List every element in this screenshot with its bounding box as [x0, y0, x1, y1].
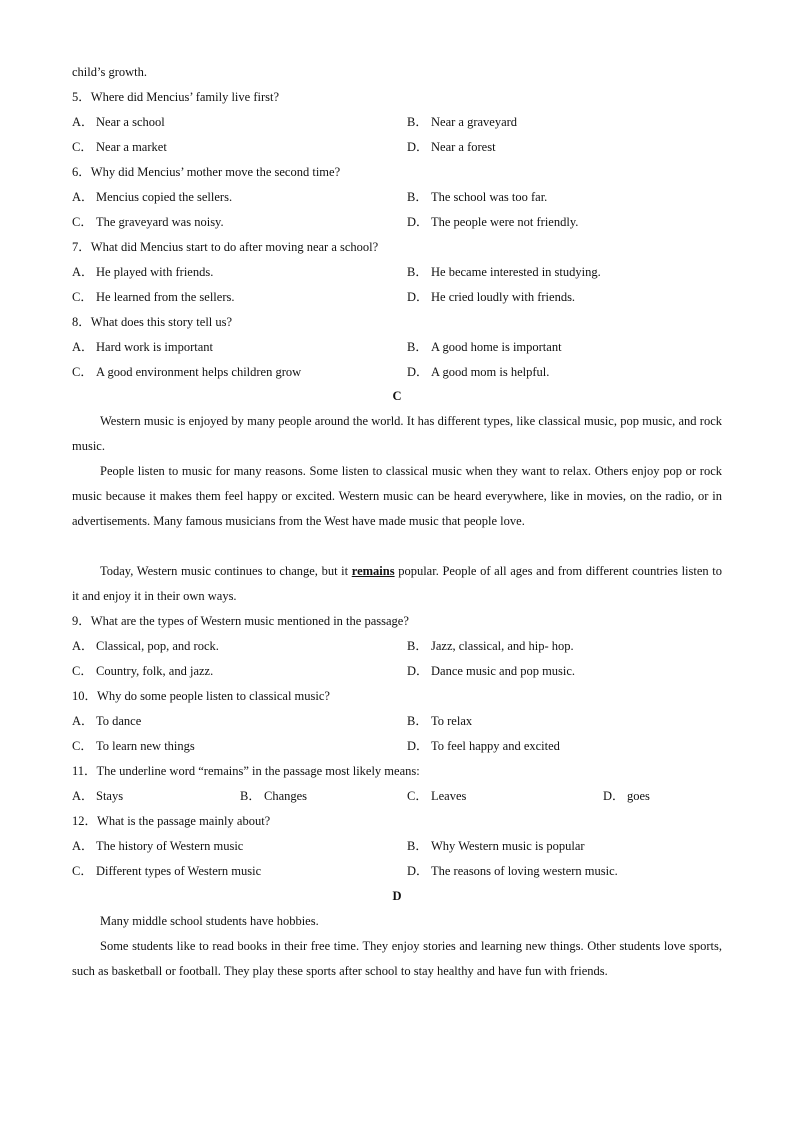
option-b[interactable]: B． To relax — [407, 714, 473, 728]
option-b[interactable]: B． Changes — [240, 789, 308, 803]
option-d[interactable]: D． He cried loudly with friends. — [407, 290, 576, 304]
option-d[interactable]: D． The people were not friendly. — [407, 215, 579, 229]
question-12: 12．What is the passage mainly about? — [72, 814, 271, 828]
option-c[interactable]: C． Near a market — [72, 140, 167, 154]
option-a[interactable]: A． Mencius copied the sellers. — [72, 190, 233, 204]
option-a[interactable]: A． To dance — [72, 714, 142, 728]
question-7: 7．What did Mencius start to do after moving near a school? — [72, 240, 379, 254]
option-b[interactable]: B． Near a graveyard — [407, 115, 518, 129]
option-b[interactable]: B． Jazz, classical, and hip- hop. — [407, 639, 574, 653]
underlined-word-remains: remains — [351, 564, 395, 578]
option-c[interactable]: C． Different types of Western music — [72, 864, 262, 878]
question-10: 10．Why do some people listen to classical music? — [72, 689, 330, 703]
question-5: 5．Where did Mencius’ family live first? — [72, 90, 280, 104]
passage-c-paragraph-1: Western music is enjoyed by many people around the world. It has different types, like classical music, pop music, and rock music. — [72, 414, 722, 453]
option-b[interactable]: B． A good home is important — [407, 340, 562, 354]
option-d[interactable]: D． The reasons of loving western music. — [407, 864, 618, 878]
option-a[interactable]: A． Hard work is important — [72, 340, 213, 354]
option-c[interactable]: C． He learned from the sellers. — [72, 290, 235, 304]
option-d[interactable]: D． To feel happy and excited — [407, 739, 560, 753]
section-heading-d: D — [392, 889, 402, 903]
passage-d-paragraph-1: Many middle school students have hobbies. — [100, 914, 319, 928]
question-11: 11．The underline word “remains” in the passage most likely means: — [72, 764, 420, 778]
question-8: 8．What does this story tell us? — [72, 315, 233, 329]
option-d[interactable]: D． Near a forest — [407, 140, 496, 154]
question-6: 6．Why did Mencius’ mother move the second time? — [72, 165, 341, 179]
option-c[interactable]: C． Leaves — [407, 789, 467, 803]
option-b[interactable]: B． Why Western music is popular — [407, 839, 585, 853]
option-a[interactable]: A． Classical, pop, and rock. — [72, 639, 219, 653]
passage-c-paragraph-2: People listen to music for many reasons. Some listen to classical music when they want to relax. Others enjoy pop or rock music because it makes them feel happy or excited. Western music can be heard everywhere, like in movies, on the radio, or in advertisements. Many famous musicians from the West have made music that people love. — [72, 464, 722, 528]
option-a[interactable]: A． Near a school — [72, 115, 165, 129]
section-heading-c: C — [392, 389, 402, 403]
intro-tail: child’s growth. — [72, 65, 147, 79]
passage-d-paragraph-2: Some students like to read books in their free time. They enjoy stories and learning new things. Other students love sports, such as basketball or football. They play these sports after school to stay healthy and have fun with friends. — [72, 939, 722, 978]
question-9: 9．What are the types of Western music mentioned in the passage? — [72, 614, 409, 628]
option-c[interactable]: C． Country, folk, and jazz. — [72, 664, 214, 678]
passage-c-paragraph-3: Today, Western music continues to change, but it remains popular. People of all ages and from different countries listen to it and enjoy it in their own ways. — [72, 564, 723, 603]
option-c[interactable]: C． A good environment helps children grow — [72, 365, 302, 379]
option-b[interactable]: B． The school was too far. — [407, 190, 548, 204]
option-d[interactable]: D． Dance music and pop music. — [407, 664, 576, 678]
option-a[interactable]: A． Stays — [72, 789, 124, 803]
option-a[interactable]: A． The history of Western music — [72, 839, 244, 853]
option-d[interactable]: D． goes — [603, 789, 650, 803]
option-c[interactable]: C． The graveyard was noisy. — [72, 215, 224, 229]
option-c[interactable]: C． To learn new things — [72, 739, 195, 753]
option-a[interactable]: A． He played with friends. — [72, 265, 214, 279]
option-d[interactable]: D． A good mom is helpful. — [407, 365, 550, 379]
option-b[interactable]: B． He became interested in studying. — [407, 265, 601, 279]
